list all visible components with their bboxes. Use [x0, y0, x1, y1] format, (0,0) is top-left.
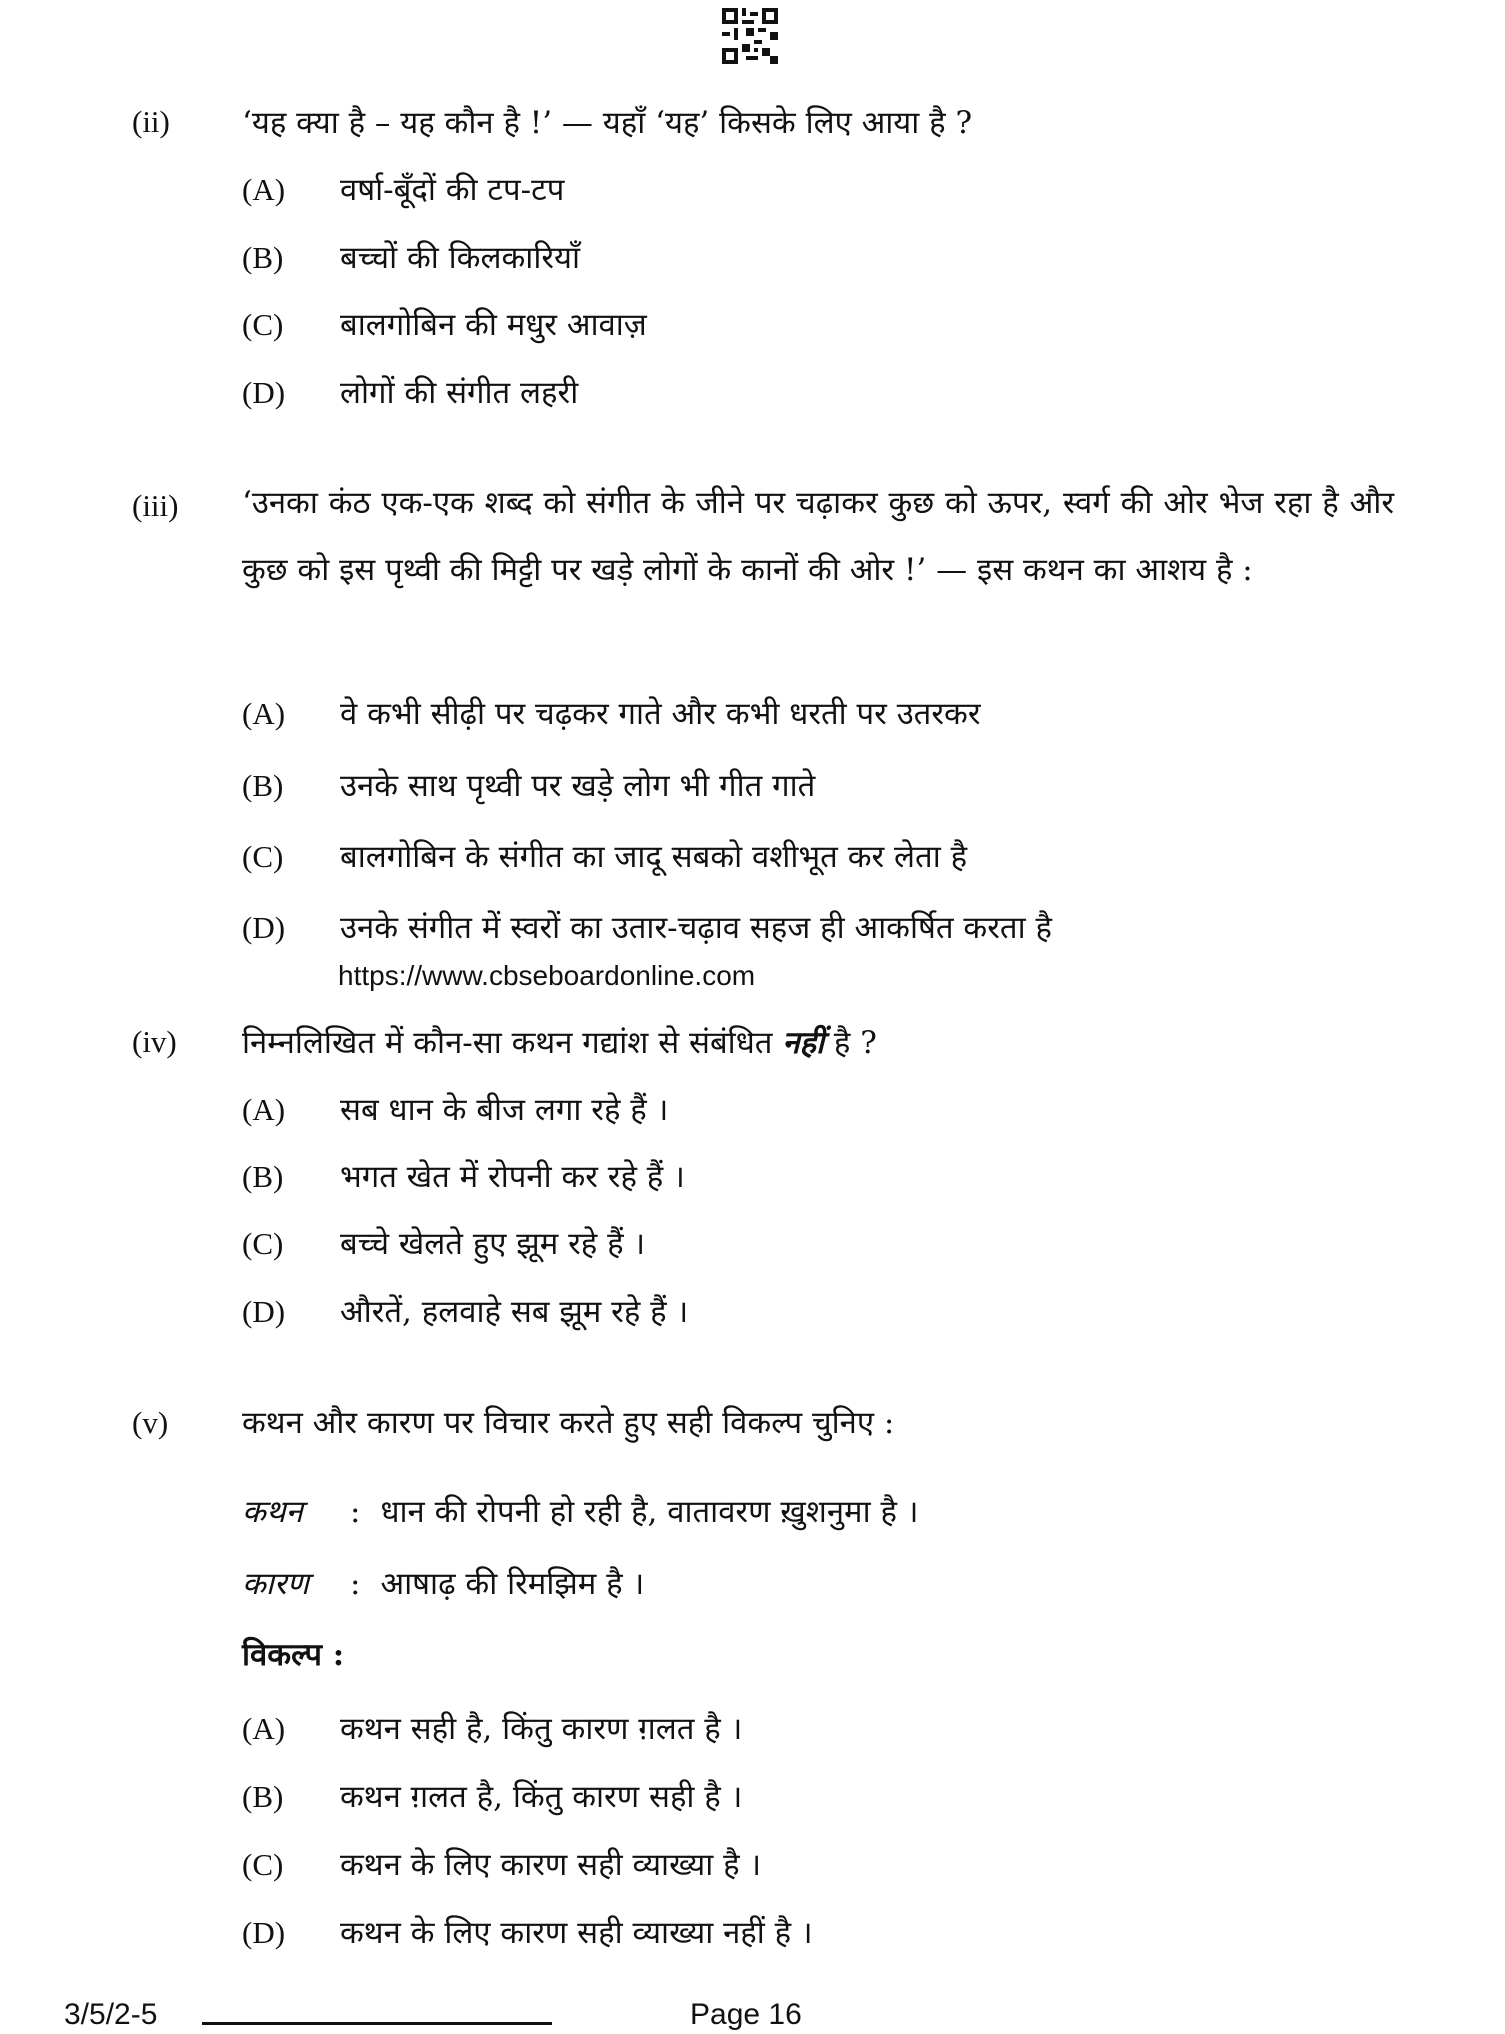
option-label: (A) — [242, 172, 286, 207]
option-d — [242, 1911, 813, 1953]
reason-text: आषाढ़ की रिमझिम है । — [380, 1566, 645, 1602]
question-number: (iii) — [132, 488, 179, 523]
option-label: (B) — [242, 1779, 284, 1814]
assertion-text: धान की रोपनी हो रही है, वातावरण ख़ुशनुमा है । — [380, 1494, 919, 1530]
option-label: (C) — [242, 1226, 284, 1261]
option-d — [242, 1290, 688, 1332]
reason-key: कारण — [242, 1566, 309, 1602]
option-c — [242, 1222, 645, 1264]
option-text: कथन सही है, किंतु कारण ग़लत है । — [340, 1711, 743, 1747]
option-text: कथन ग़लत है, किंतु कारण सही है । — [340, 1779, 743, 1815]
option-label: (A) — [242, 1092, 286, 1127]
question-text — [242, 1010, 877, 1077]
option-text: बच्चे खेलते हुए झूम रहे हैं । — [340, 1226, 646, 1262]
option-label: (D) — [242, 910, 286, 945]
source-url[interactable]: https://www.cbseboardonline.com — [338, 960, 756, 991]
option-b — [242, 764, 815, 806]
options-heading: विकल्प : — [242, 1637, 345, 1673]
option-label: (C) — [242, 307, 284, 342]
option-a — [242, 692, 981, 734]
option-text: वे कभी सीढ़ी पर चढ़कर गाते और कभी धरती पर उतरकर — [340, 696, 981, 732]
option-text: वर्षा-बूँदों की टप-टप — [340, 172, 565, 208]
question-text: ‘यह क्या है – यह कौन है !’ — यहाँ ‘यह’ किसके लिए आया है ? — [242, 105, 973, 141]
question-number: (v) — [132, 1405, 169, 1440]
qr-code — [722, 8, 778, 64]
reason: कारण : आषाढ़ की रिमझिम है । — [242, 1562, 644, 1604]
footer-divider — [202, 2022, 552, 2025]
option-text: उनके संगीत में स्वरों का उतार-चढ़ाव सहज ही आकर्षित करता है — [340, 910, 1052, 946]
option-d — [242, 371, 578, 413]
option-label: (A) — [242, 1711, 286, 1746]
option-a — [242, 168, 564, 210]
option-c — [242, 1843, 761, 1885]
option-label: (D) — [242, 1915, 286, 1950]
assertion: कथन : धान की रोपनी हो रही है, वातावरण ख़ुशनुमा है । — [242, 1490, 919, 1532]
question-number: (ii) — [132, 104, 170, 139]
option-text: कथन के लिए कारण सही व्याख्या नहीं है । — [340, 1915, 813, 1951]
option-label: (B) — [242, 768, 284, 803]
option-a — [242, 1707, 742, 1749]
paper-code: 3/5/2-5 — [64, 1998, 158, 2031]
question-text-part: है ? — [833, 1025, 877, 1061]
option-d — [242, 906, 1052, 948]
question-text-part: निम्नलिखित में कौन-सा कथन गद्यांश से संबंधित — [242, 1025, 773, 1061]
option-label: (A) — [242, 696, 286, 731]
question-text: कथन और कारण पर विचार करते हुए सही विकल्प चुनिए : — [242, 1405, 895, 1441]
option-b — [242, 236, 580, 278]
option-label: (D) — [242, 1294, 286, 1329]
emphasis-not: नहीं — [782, 1025, 825, 1061]
page-number: Page 16 — [690, 1998, 802, 2031]
option-b — [242, 1775, 742, 1817]
option-c — [242, 303, 647, 345]
option-a — [242, 1088, 668, 1130]
option-label: (D) — [242, 375, 286, 410]
option-text: बालगोबिन की मधुर आवाज़ — [340, 307, 647, 343]
option-b — [242, 1155, 685, 1197]
option-text: सब धान के बीज लगा रहे हैं । — [340, 1092, 669, 1128]
option-text: औरतें, हलवाहे सब झूम रहे हैं । — [340, 1294, 689, 1330]
option-text: बच्चों की किलकारियाँ — [340, 240, 581, 276]
question-text: ‘उनका कंठ एक-एक शब्द को संगीत के जीने पर चढ़ाकर कुछ को ऊपर, स्वर्ग की ओर भेज रहा है और कुछ को इस पृथ्वी की मिट्टी पर खड़े लोगों के कानों की ओर !’ — इस कथन का आशय है : — [242, 485, 1394, 588]
assertion-key: कथन — [242, 1494, 303, 1530]
option-label: (C) — [242, 839, 284, 874]
option-label: (B) — [242, 240, 284, 275]
option-c — [242, 835, 967, 877]
option-text: बालगोबिन के संगीत का जादू सबको वशीभूत कर लेता है — [340, 839, 968, 875]
option-text: भगत खेत में रोपनी कर रहे हैं । — [340, 1159, 685, 1195]
option-label: (B) — [242, 1159, 284, 1194]
option-label: (C) — [242, 1847, 284, 1882]
option-text: लोगों की संगीत लहरी — [340, 375, 579, 411]
question-number: (iv) — [132, 1024, 177, 1059]
option-text: उनके साथ पृथ्वी पर खड़े लोग भी गीत गाते — [340, 768, 816, 804]
option-text: कथन के लिए कारण सही व्याख्या है । — [340, 1847, 762, 1883]
